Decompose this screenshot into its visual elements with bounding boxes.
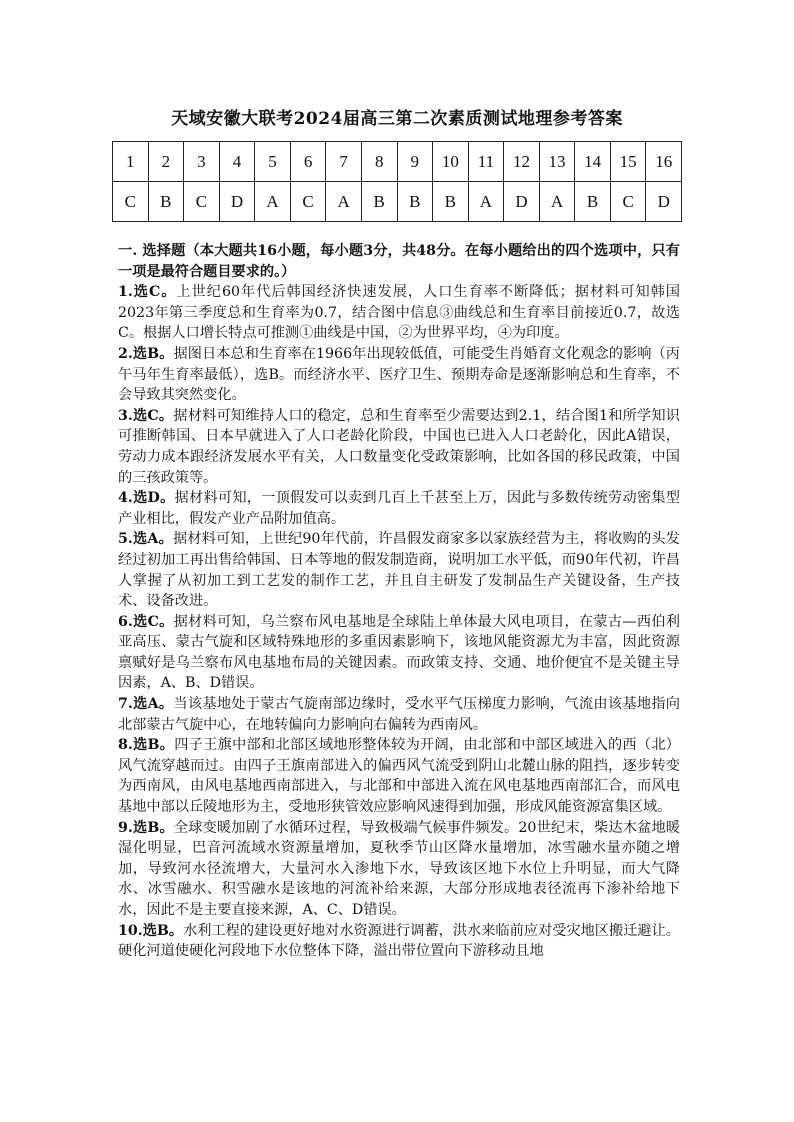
explanation-label: 9.选B。 — [118, 819, 174, 836]
question-number-cell: 8 — [361, 142, 397, 182]
question-number-cell: 4 — [219, 142, 255, 182]
explanation-label: 7.选A。 — [118, 696, 174, 713]
explanation-label: 5.选A。 — [118, 531, 173, 548]
answer-cell: B — [361, 182, 397, 222]
explanation-item — [118, 921, 680, 962]
question-number-cell: 13 — [539, 142, 575, 182]
explanation-text: 据材料可知，乌兰察布风电基地是全球陆上单体最大风电项目，在蒙古—西伯利亚高压、蒙古气旋和区域特殊地形的多重因素影响下，该地风能资源尤为丰富，因此资源禀赋好是乌兰察布风电基地布局的关键因素。而政策支持、交通、地价便宜不是关键主导因素，A、B、D错误。 — [118, 613, 680, 692]
explanation-label: 8.选B。 — [118, 737, 175, 754]
explanation-item — [118, 344, 680, 406]
explanation-item — [118, 694, 680, 735]
answer-cell: C — [610, 182, 646, 222]
question-number-cell: 11 — [468, 142, 504, 182]
question-number-cell: 3 — [184, 142, 220, 182]
question-number-cell: 6 — [290, 142, 326, 182]
explanation-text: 当该基地处于蒙古气旋南部边缘时，受水平气压梯度力影响，气流由该基地指向北部蒙古气旋中心，在地转偏向力影响向右偏转为西南风。 — [118, 696, 680, 733]
explanation-text: 据图日本总和生育率在1966年出现较低值，可能受生肖婚育文化观念的影响（丙午马年生育率最低），选B。而经济水平、医疗卫生、预期寿命是逐渐影响总和生育率，不会导致其突然变化。 — [118, 345, 680, 404]
answer-row — [113, 182, 682, 222]
explanation-text: 据材料可知，上世纪90年代前，许昌假发商家多以家族经营为主，将收购的头发经过初加工再出售给韩国、日本等地的假发制造商，说明加工水平低，而90年代初，许昌人掌握了从初加工到工艺发的制作工艺，并且自主研发了发制品生产关键设备，生产技术、设备改进。 — [118, 531, 680, 610]
explanation-label: 1.选C。 — [118, 284, 177, 301]
answer-table — [112, 141, 682, 222]
question-number-row — [113, 142, 682, 182]
explanation-text: 据材料可知维持人口的稳定，总和生育率至少需要达到2.1，结合图1和所学知识可推断韩国、日本早就进入了人口老龄化阶段，中国也已进入人口老龄化，因此A错误，劳动力成本跟经济发展水平有关，人口数量变化受政策影响，比如各国的移民政策，中国的三孩政策等。 — [118, 407, 680, 486]
answer-cell: C — [290, 182, 326, 222]
explanation-label: 2.选B。 — [118, 345, 174, 362]
question-number-cell: 1 — [113, 142, 149, 182]
explanation-item — [118, 282, 680, 344]
question-number-cell: 5 — [255, 142, 291, 182]
question-number-cell: 9 — [397, 142, 433, 182]
answer-cell: B — [397, 182, 433, 222]
answer-cell: C — [113, 182, 149, 222]
answer-cell: A — [539, 182, 575, 222]
page-title: 天域安徽大联考2024届高三第二次素质测试地理参考答案 — [171, 109, 623, 129]
answer-cell: A — [468, 182, 504, 222]
question-number-cell: 7 — [326, 142, 362, 182]
answer-cell: B — [433, 182, 469, 222]
explanation-label: 4.选D。 — [118, 490, 175, 507]
explanations-body — [118, 241, 680, 962]
question-number-cell: 12 — [504, 142, 540, 182]
explanation-label: 3.选C。 — [118, 407, 174, 424]
explanation-item — [118, 818, 680, 921]
explanation-item — [118, 529, 680, 611]
answer-cell: B — [575, 182, 611, 222]
explanation-text: 全球变暖加剧了水循环过程，导致极端气候事件频发。20世纪末，柴达木盆地暖湿化明显，巴音河流域水资源量增加，夏秋季节山区降水量增加，冰雪融水量亦随之增加，导致河水径流增大，大量河水入渗地下水，导致该区地下水位上升明显，而大气降水、冰雪融水、积雪融水是该地的河流补给来源，大部分形成地表径流再下渗补给地下水，因此不是主要直接来源，A、C、D错误。 — [118, 819, 680, 918]
explanation-label: 10.选B。 — [118, 922, 184, 939]
question-number-cell: 14 — [575, 142, 611, 182]
explanation-item — [118, 735, 680, 817]
answer-cell: C — [184, 182, 220, 222]
answer-cell: A — [255, 182, 291, 222]
explanation-text: 四子王旗中部和北部区域地形整体较为开阔，由北部和中部区域进入的西（北）风气流穿越而过。由四子王旗南部进入的偏西风气流受到阴山北麓山脉的阻挡，逐步转变为西南风，由风电基地西南部进入，与北部和中部进入流在风电基地西南部汇合，而风电基地中部以丘陵地形为主，受地形狭管效应影响风速得到加强，形成风能资源富集区域。 — [118, 737, 680, 816]
answer-cell: D — [646, 182, 682, 222]
explanation-text: 水利工程的建设更好地对水资源进行调蓄，洪水来临前应对受灾地区搬迁避让。硬化河道使硬化河段地下水位整体下降，溢出带位置向下游移动且地 — [118, 922, 680, 960]
section-heading: 一. 选择题（本大题共16小题，每小题3分，共48分。在每小题给出的四个选项中，只有一项是最符合题目要求的。） — [118, 243, 680, 280]
question-number-cell: 2 — [148, 142, 184, 182]
explanation-item — [118, 612, 680, 694]
explanation-text: 上世纪60年代后韩国经济快速发展，人口生育率不断降低；据材料可知韩国2023年第三季度总和生育率为0.7，结合图中信息③曲线总和生育率目前接近0.7，故选C。根据人口增长特点可推测①曲线是中国，②为世界平均，④为印度。 — [118, 284, 680, 342]
answer-cell: D — [504, 182, 540, 222]
answer-cell: A — [326, 182, 362, 222]
explanation-label: 6.选C。 — [118, 613, 174, 630]
answer-cell: B — [148, 182, 184, 222]
explanation-item — [118, 406, 680, 488]
question-number-cell: 10 — [433, 142, 469, 182]
answer-cell: D — [219, 182, 255, 222]
question-number-cell: 15 — [610, 142, 646, 182]
explanation-text: 据材料可知，一顶假发可以卖到几百上千甚至上万，因此与多数传统劳动密集型产业相比，假发产业产品附加值高。 — [118, 490, 680, 527]
explanation-item — [118, 488, 680, 529]
question-number-cell: 16 — [646, 142, 682, 182]
